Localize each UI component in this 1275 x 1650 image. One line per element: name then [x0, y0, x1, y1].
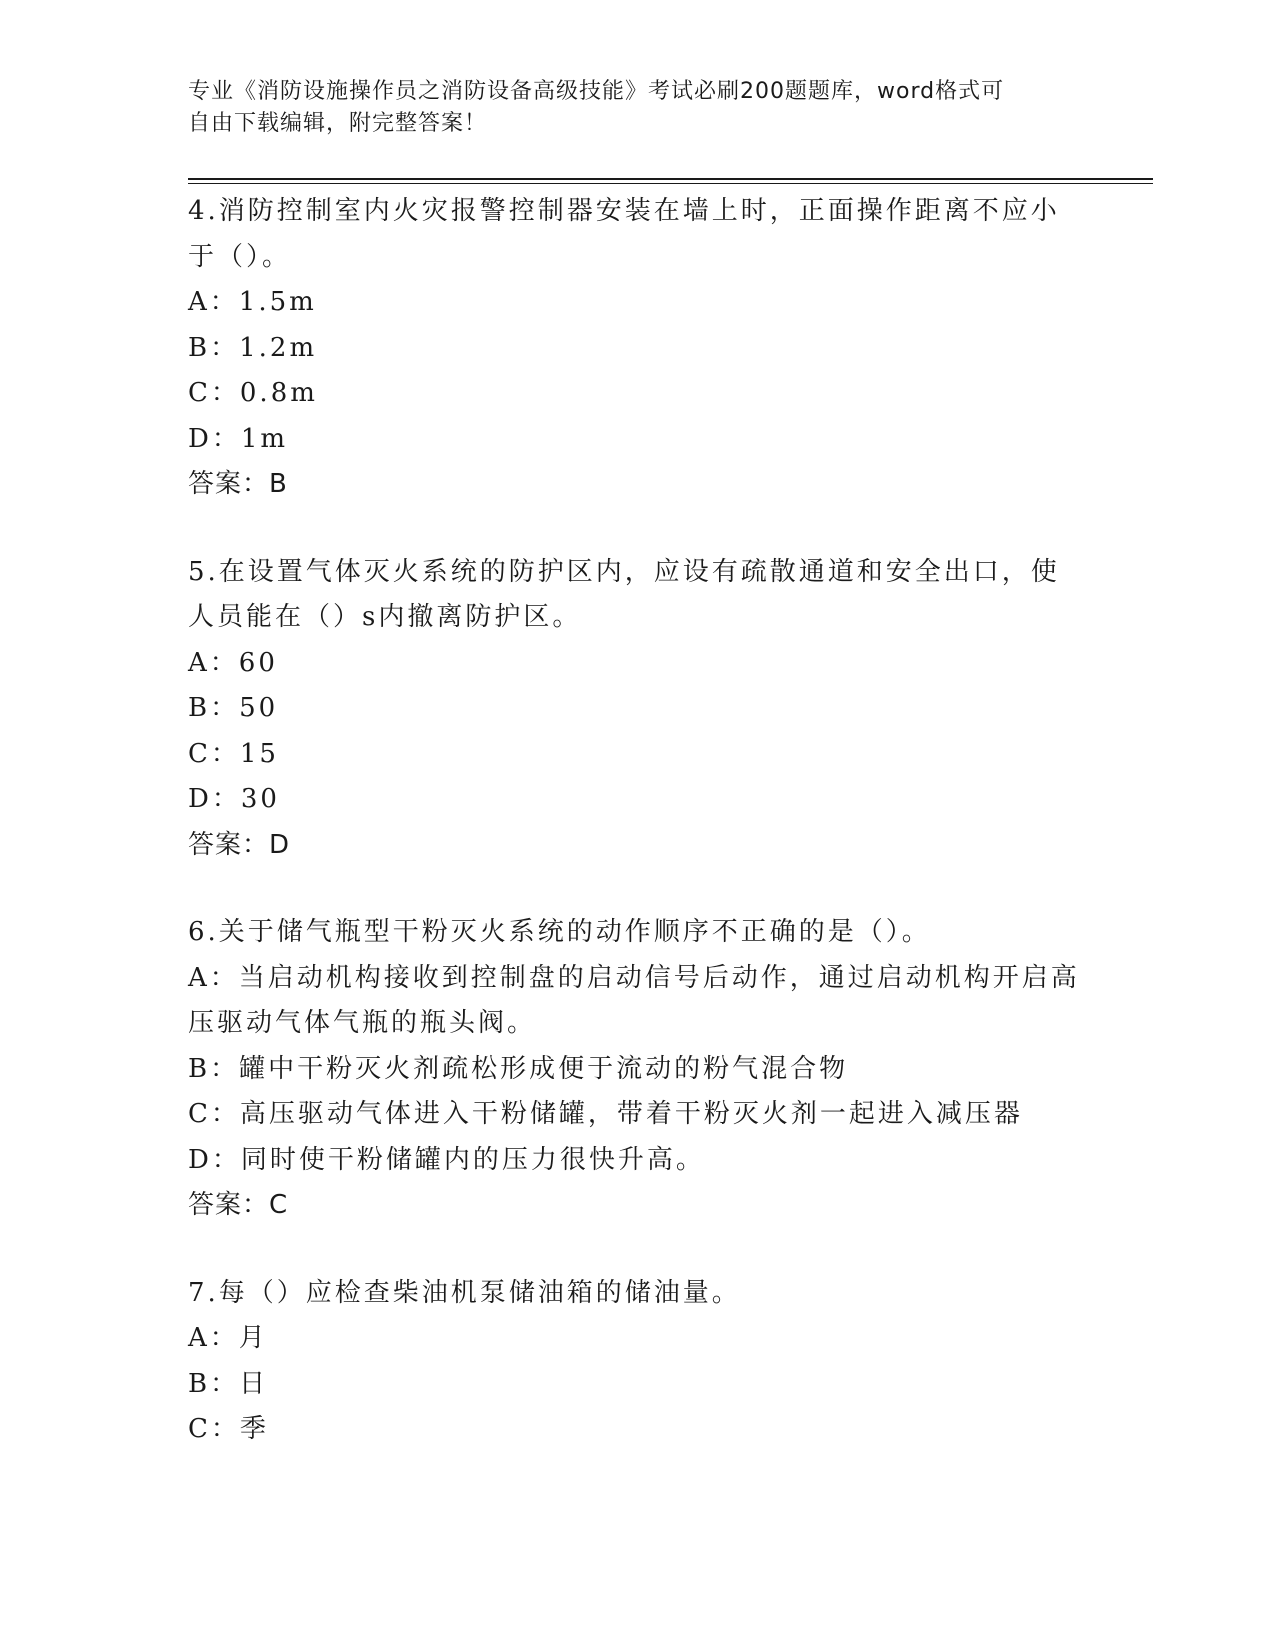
option-c: C：季 — [188, 1414, 269, 1444]
document-header — [188, 76, 1088, 140]
answer: 答案：D — [188, 829, 291, 860]
header-line-1: 专业《消防设施操作员之消防设备高级技能》考试必刷200题题库，word格式可 — [188, 79, 1005, 104]
answer: 答案：C — [188, 1190, 289, 1220]
option-d: D：1m — [188, 423, 289, 454]
option-c: C：高压驱动气体进入干粉储罐，带着干粉灭火剂一起进入减压器 — [188, 1099, 1023, 1129]
header-line-2: 自由下载编辑，附完整答案！ — [188, 111, 488, 136]
question-stem: 6.关于储气瓶型干粉灭火系统的动作顺序不正确的是（）。 — [188, 917, 931, 947]
header-divider-thick — [188, 178, 1153, 180]
option-b: B：1.2m — [188, 332, 318, 363]
option-a-continued: 压驱动气体气瓶的瓶头阀。 — [188, 1008, 537, 1038]
option-b: B：日 — [188, 1368, 269, 1399]
option-d: D：30 — [188, 784, 280, 814]
option-c: C：0.8m — [188, 378, 318, 408]
option-d: D：同时使干粉储罐内的压力很快升高。 — [188, 1144, 705, 1175]
question-6 — [188, 910, 1088, 1229]
question-stem: 人员能在（）s内撤离防护区。 — [188, 602, 582, 632]
option-a: A：60 — [188, 647, 278, 678]
question-stem: 7.每（）应检查柴油机泵储油箱的储油量。 — [188, 1277, 741, 1308]
question-stem: 5.在设置气体灭火系统的防护区内，应设有疏散通道和安全出口，使 — [188, 556, 1060, 587]
answer: 答案：B — [188, 469, 288, 499]
question-list — [188, 189, 1088, 1453]
option-b: B：50 — [188, 693, 279, 723]
question-5 — [188, 550, 1088, 869]
option-a: A：1.5m — [188, 287, 317, 317]
option-a: A：月 — [188, 1323, 268, 1353]
question-stem: 于（）。 — [188, 241, 292, 272]
question-stem: 4.消防控制室内火灾报警控制器安装在墙上时，正面操作距离不应小 — [188, 196, 1060, 226]
option-b: B：罐中干粉灭火剂疏松形成便于流动的粉气混合物 — [188, 1053, 849, 1084]
question-7 — [188, 1271, 1088, 1453]
header-divider-thin — [188, 183, 1153, 184]
question-4 — [188, 189, 1088, 508]
option-a: A：当启动机构接收到控制盘的启动信号后动作，通过启动机构开启高 — [188, 962, 1080, 993]
option-c: C：15 — [188, 738, 279, 769]
